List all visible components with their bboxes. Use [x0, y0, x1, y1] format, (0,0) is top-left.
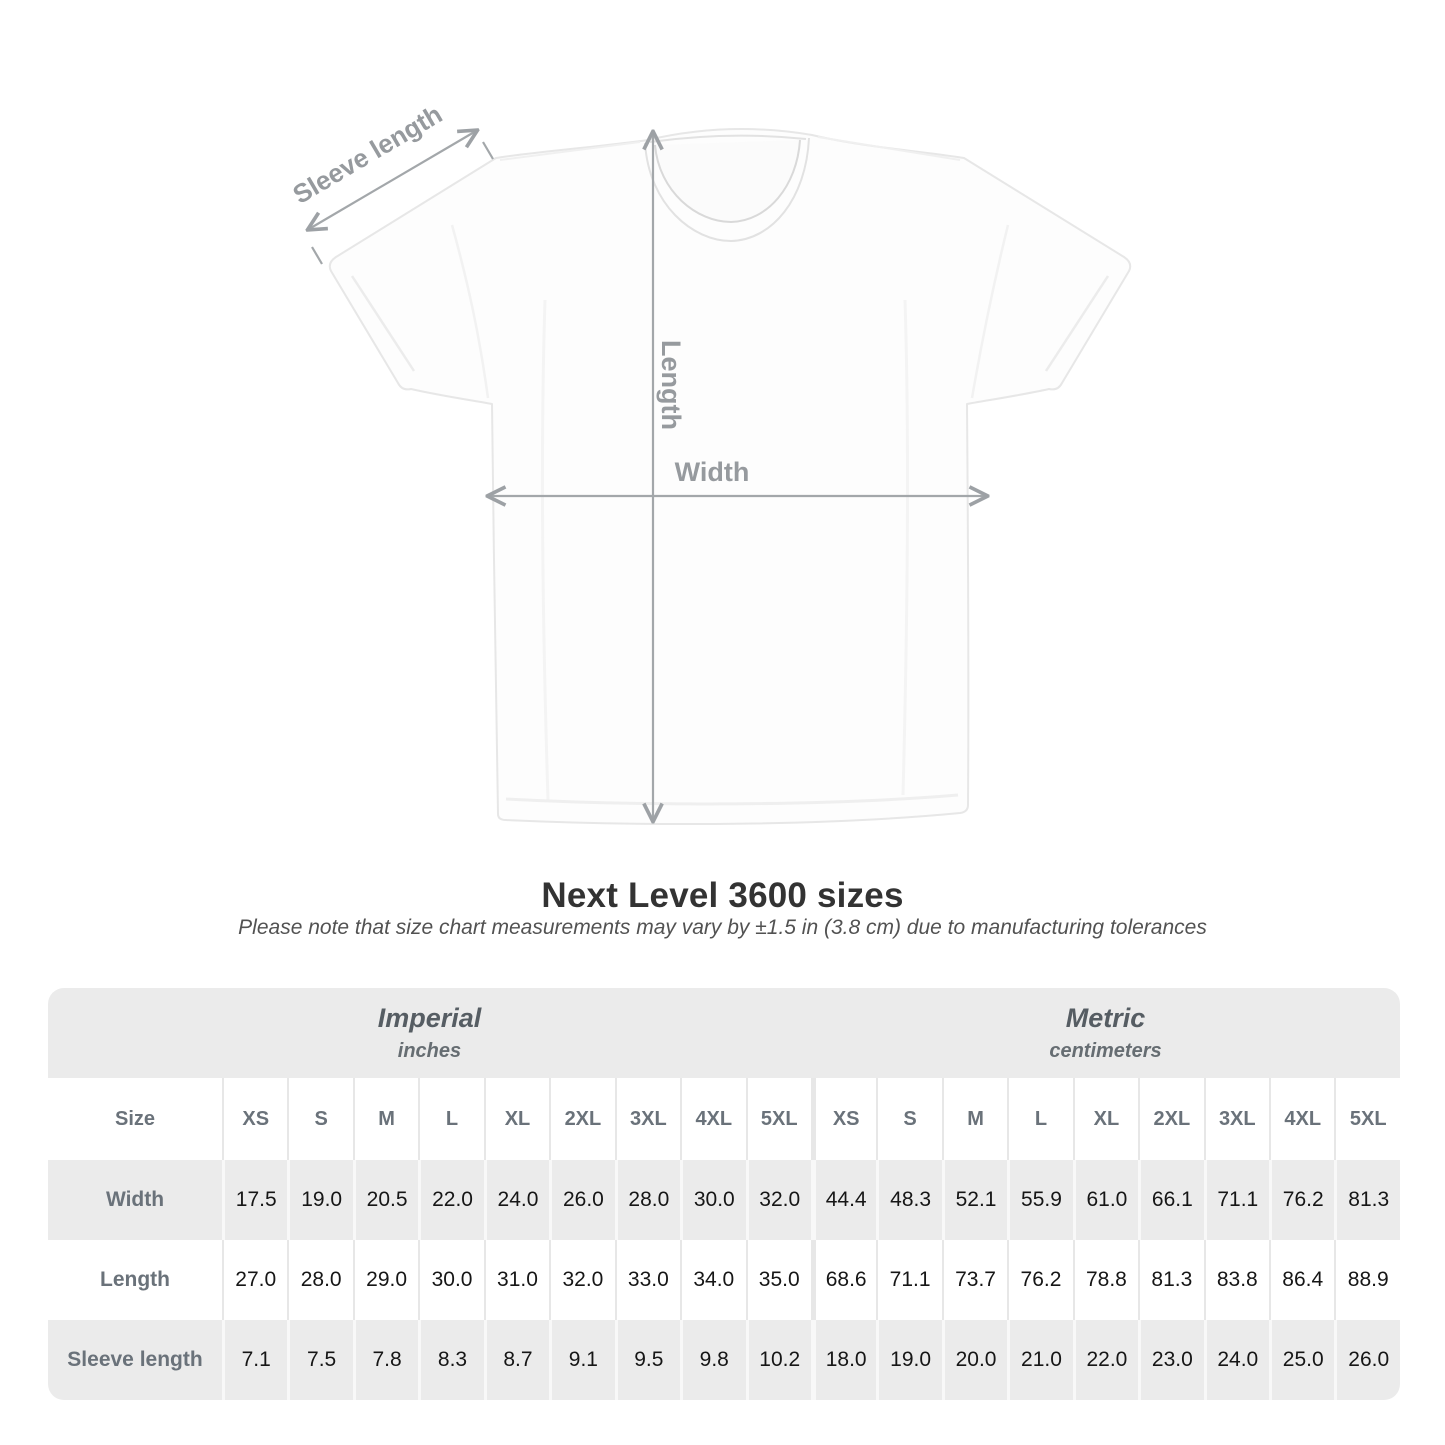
size-value-cell: 35.0	[746, 1240, 811, 1320]
size-header: M	[353, 1078, 418, 1160]
size-header: 5XL	[1334, 1078, 1400, 1160]
metric-header	[811, 988, 1400, 1078]
size-value-cell: 26.0	[1334, 1320, 1400, 1400]
size-value-cell: 22.0	[418, 1160, 483, 1240]
size-header: L	[418, 1078, 483, 1160]
size-value-cell: 81.3	[1138, 1240, 1203, 1320]
size-value-cell: 88.9	[1334, 1240, 1400, 1320]
size-value-cell: 55.9	[1007, 1160, 1072, 1240]
size-header: S	[876, 1078, 941, 1160]
unit-header-row	[48, 988, 1400, 1078]
size-value-cell: 28.0	[615, 1160, 680, 1240]
size-value-cell: 8.7	[484, 1320, 549, 1400]
size-value-cell: 52.1	[942, 1160, 1007, 1240]
size-value-cell: 8.3	[418, 1320, 483, 1400]
size-value-cell: 9.8	[680, 1320, 745, 1400]
size-header: XL	[1073, 1078, 1138, 1160]
size-value-cell: 34.0	[680, 1240, 745, 1320]
metric-header-unit: centimeters	[1049, 1040, 1162, 1062]
size-value-cell: 32.0	[746, 1160, 811, 1240]
size-header: L	[1007, 1078, 1072, 1160]
size-value-cell: 21.0	[1007, 1320, 1072, 1400]
size-value-cell: 44.4	[811, 1160, 876, 1240]
size-header: S	[287, 1078, 352, 1160]
size-header-row	[48, 1078, 1400, 1160]
size-value-cell: 10.2	[746, 1320, 811, 1400]
size-value-cell: 76.2	[1269, 1160, 1334, 1240]
size-value-cell: 86.4	[1269, 1240, 1334, 1320]
page-subtitle: Please note that size chart measurements may vary by ±1.5 in (3.8 cm) due to manufacturing tolerances	[238, 916, 1207, 939]
size-value-cell: 17.5	[222, 1160, 287, 1240]
row-label: Sleeve length	[48, 1320, 222, 1400]
size-value-cell: 29.0	[353, 1240, 418, 1320]
size-table	[48, 988, 1400, 1400]
size-header: 4XL	[1269, 1078, 1334, 1160]
imperial-header-title: Imperial	[377, 1003, 482, 1033]
size-value-cell: 27.0	[222, 1240, 287, 1320]
size-value-cell: 61.0	[1073, 1160, 1138, 1240]
size-header: 3XL	[1204, 1078, 1269, 1160]
size-value-cell: 76.2	[1007, 1240, 1072, 1320]
size-value-cell: 19.0	[287, 1160, 352, 1240]
size-header: XS	[222, 1078, 287, 1160]
size-value-cell: 28.0	[287, 1240, 352, 1320]
size-value-cell: 9.1	[549, 1320, 614, 1400]
size-value-cell: 71.1	[876, 1240, 941, 1320]
size-value-cell: 78.8	[1073, 1240, 1138, 1320]
size-value-cell: 30.0	[680, 1160, 745, 1240]
table-row-length	[48, 1240, 1400, 1320]
row-label: Width	[48, 1160, 222, 1240]
size-value-cell: 24.0	[1204, 1320, 1269, 1400]
size-column-header: Size	[48, 1078, 222, 1160]
size-value-cell: 20.0	[942, 1320, 1007, 1400]
size-value-cell: 68.6	[811, 1240, 876, 1320]
size-table-container	[48, 988, 1400, 1400]
sleeve-arrow-tick	[483, 142, 493, 159]
size-value-cell: 83.8	[1204, 1240, 1269, 1320]
size-header: 3XL	[615, 1078, 680, 1160]
size-header: XL	[484, 1078, 549, 1160]
size-value-cell: 19.0	[876, 1320, 941, 1400]
size-value-cell: 9.5	[615, 1320, 680, 1400]
size-value-cell: 73.7	[942, 1240, 1007, 1320]
row-label: Length	[48, 1240, 222, 1320]
size-value-cell: 24.0	[484, 1160, 549, 1240]
size-header: 2XL	[1138, 1078, 1203, 1160]
size-value-cell: 7.1	[222, 1320, 287, 1400]
length-label: Length	[656, 340, 686, 430]
size-header: 5XL	[746, 1078, 811, 1160]
size-value-cell: 32.0	[549, 1240, 614, 1320]
sleeve-length-label: Sleeve length	[287, 98, 448, 210]
sleeve-arrow-tick	[312, 247, 322, 264]
size-value-cell: 20.5	[353, 1160, 418, 1240]
imperial-header-unit: inches	[397, 1040, 462, 1062]
size-value-cell: 31.0	[484, 1240, 549, 1320]
size-header: XS	[811, 1078, 876, 1160]
size-value-cell: 22.0	[1073, 1320, 1138, 1400]
size-header: 2XL	[549, 1078, 614, 1160]
page-title: Next Level 3600 sizes	[541, 876, 904, 915]
size-value-cell: 7.5	[287, 1320, 352, 1400]
size-value-cell: 30.0	[418, 1240, 483, 1320]
table-row-sleeve-length	[48, 1320, 1400, 1400]
size-value-cell: 48.3	[876, 1160, 941, 1240]
size-value-cell: 71.1	[1204, 1160, 1269, 1240]
size-value-cell: 26.0	[549, 1160, 614, 1240]
imperial-header	[48, 988, 811, 1078]
width-label: Width	[674, 457, 750, 487]
size-value-cell: 33.0	[615, 1240, 680, 1320]
table-row-width	[48, 1160, 1400, 1240]
size-value-cell: 7.8	[353, 1320, 418, 1400]
size-value-cell: 66.1	[1138, 1160, 1203, 1240]
size-value-cell: 23.0	[1138, 1320, 1203, 1400]
size-value-cell: 81.3	[1334, 1160, 1400, 1240]
size-header: 4XL	[680, 1078, 745, 1160]
size-value-cell: 25.0	[1269, 1320, 1334, 1400]
metric-header-title: Metric	[1065, 1003, 1146, 1033]
size-header: M	[942, 1078, 1007, 1160]
size-value-cell: 18.0	[811, 1320, 876, 1400]
